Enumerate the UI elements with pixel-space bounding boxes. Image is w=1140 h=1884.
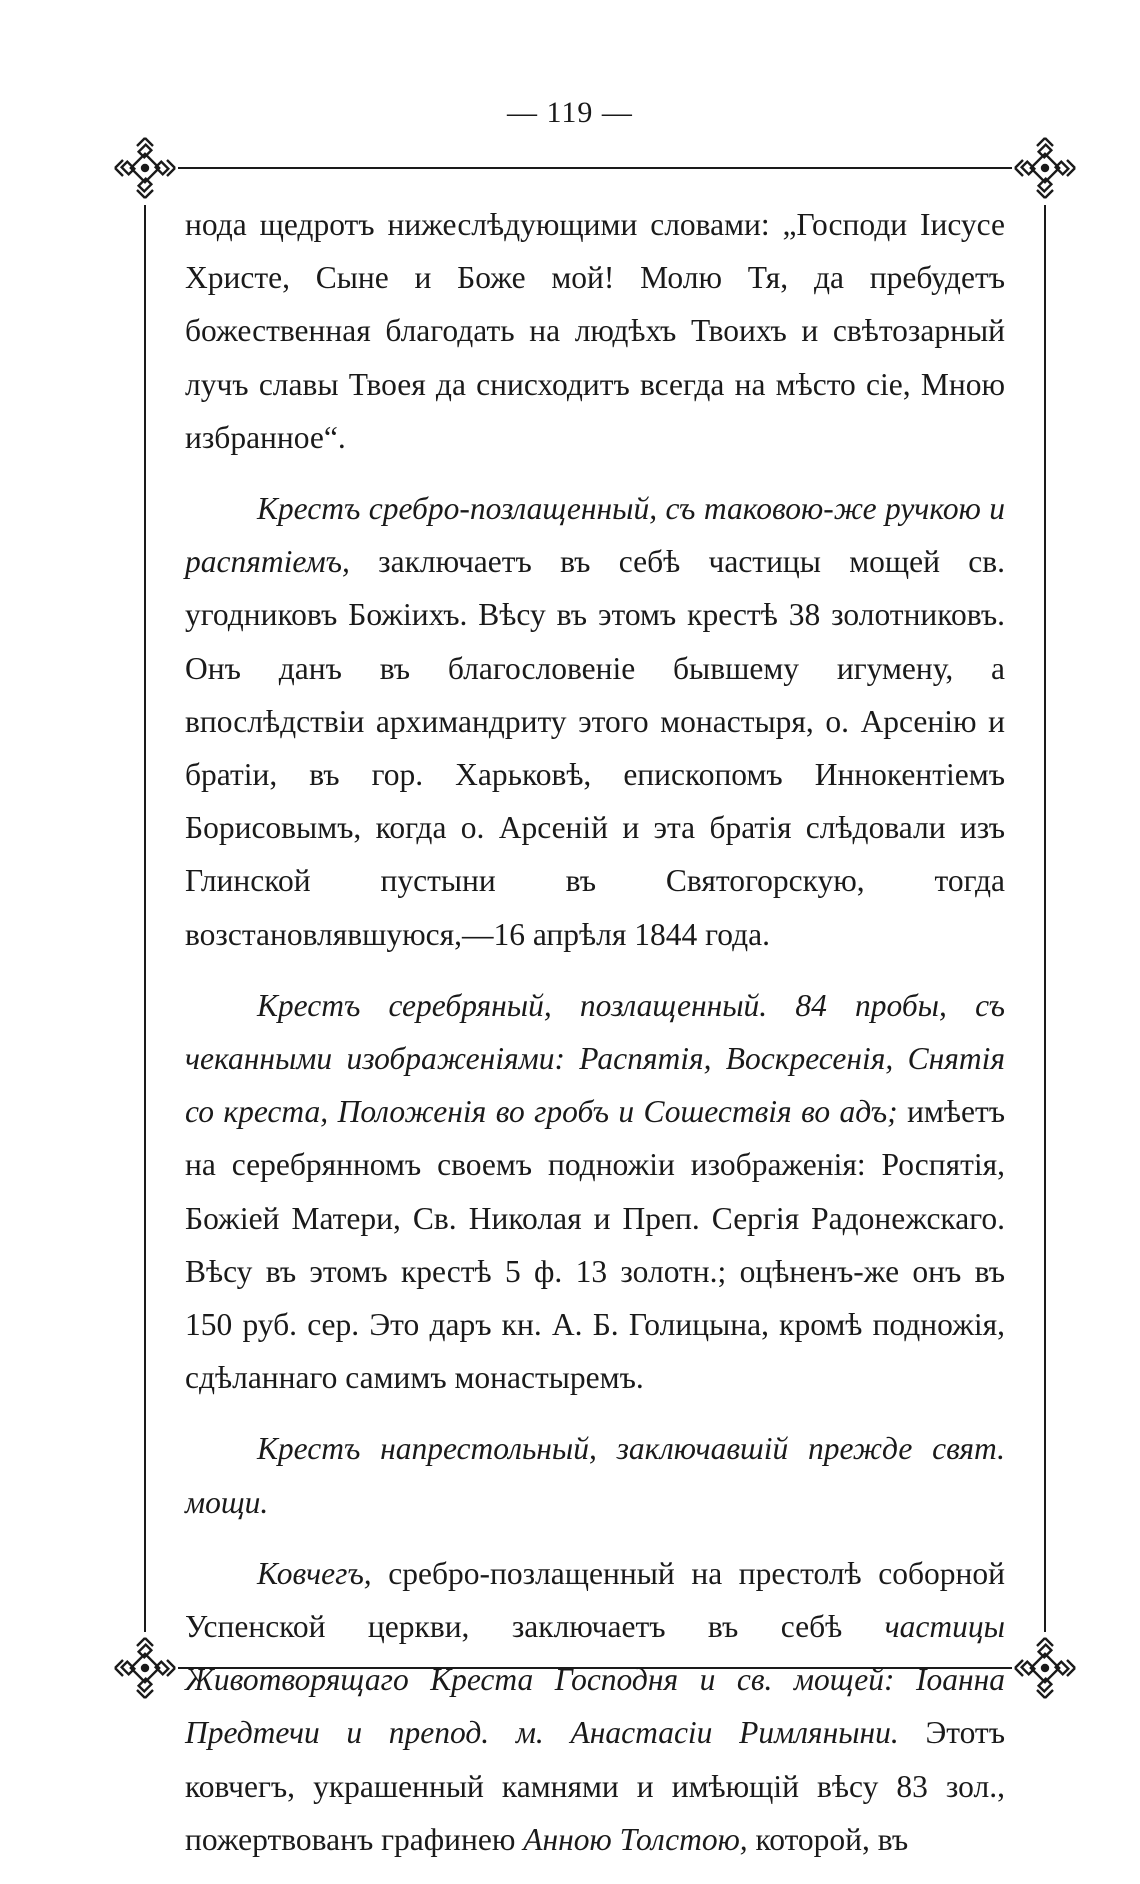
paragraph-5 xyxy=(185,1547,1005,1866)
corner-ornament-bottom-right-icon xyxy=(1015,1638,1075,1698)
text-segment: которой, въ xyxy=(747,1821,909,1857)
text-segment: нода щедротъ нижеслѣдующими словами: „Господи Іисусе Христе, Сыне и Боже мой! Молю Тя, да пребудетъ божественная благодать на людѣхъ Твоихъ и свѣтозарный лучъ славы Твоея да снисходитъ всегда на мѣсто сіе, Мною избранное“. xyxy=(185,207,1005,455)
text-segment: заключаетъ въ себѣ частицы мощей св. угодниковъ Божіихъ. Вѣсу въ этомъ крестѣ 38 золотниковъ. Онъ данъ въ благословеніе бывшему игумену, а впослѣдствіи архимандриту этого монастыря, о. Арсенію и братіи, въ гор. Харьковѣ, епископомъ Иннокентіемъ Борисовымъ, когда о. Арсеній и эта братія слѣдовали изъ Глинской пустыни въ Святогорскую, тогда возстановлявшуюся,—16 апрѣля 1844 года. xyxy=(185,544,1005,952)
page-number: — 119 — xyxy=(507,96,633,129)
corner-ornament-bottom-left-icon xyxy=(115,1638,175,1698)
body-text xyxy=(185,198,1005,1884)
text-segment-italic: частицы Животворящаго Креста Господня и св. мощей: Іоанна Предтечи и препод. м. Анастасіи Римляныни. xyxy=(185,1609,1005,1751)
text-segment-italic: Крестъ напрестольный, заключавшій прежде свят. мощи. xyxy=(185,1431,1005,1520)
text-segment-italic: Крестъ серебряный, позлащенный. 84 пробы, съ чеканными изображеніями: Распятія, Воскресенія, Снятія со креста, Положенія во гробъ и Сошествія во адъ; xyxy=(185,987,1005,1130)
paragraph-1 xyxy=(185,198,1005,464)
text-segment: Этотъ ковчегъ, украшенный камнями и имѣющій вѣсу 83 зол., пожертвованъ графинею xyxy=(185,1715,1005,1857)
text-segment: имѣетъ на серебрянномъ своемъ подножіи изображенія: Роспятія, Божіей Матери, Св. Николая и Преп. Сергія Радонежскаго. Вѣсу въ этомъ крестѣ 5 ф. 13 золотн.; оцѣненъ-же онъ въ 150 руб. сер. Это даръ кн. А. Б. Голицына, кромѣ подножія, сдѣланнаго самимъ монастыремъ. xyxy=(185,1094,1005,1396)
text-segment-italic: Ковчегъ, xyxy=(257,1555,372,1591)
text-segment: сребро-позлащенный на престолѣ соборной Успенской церкви, заключаетъ въ себѣ xyxy=(185,1555,1005,1645)
corner-ornament-top-left-icon xyxy=(115,138,175,198)
paragraph-3 xyxy=(185,979,1005,1405)
text-segment-italic: Крестъ сребро-позлащенный, съ таковою-же ручкою и распятіемъ, xyxy=(185,491,1005,580)
paragraph-2 xyxy=(185,482,1005,961)
corner-ornament-top-right-icon xyxy=(1015,138,1075,198)
paragraph-4 xyxy=(185,1422,1005,1528)
text-segment-italic: Анною Толстою, xyxy=(523,1821,748,1857)
